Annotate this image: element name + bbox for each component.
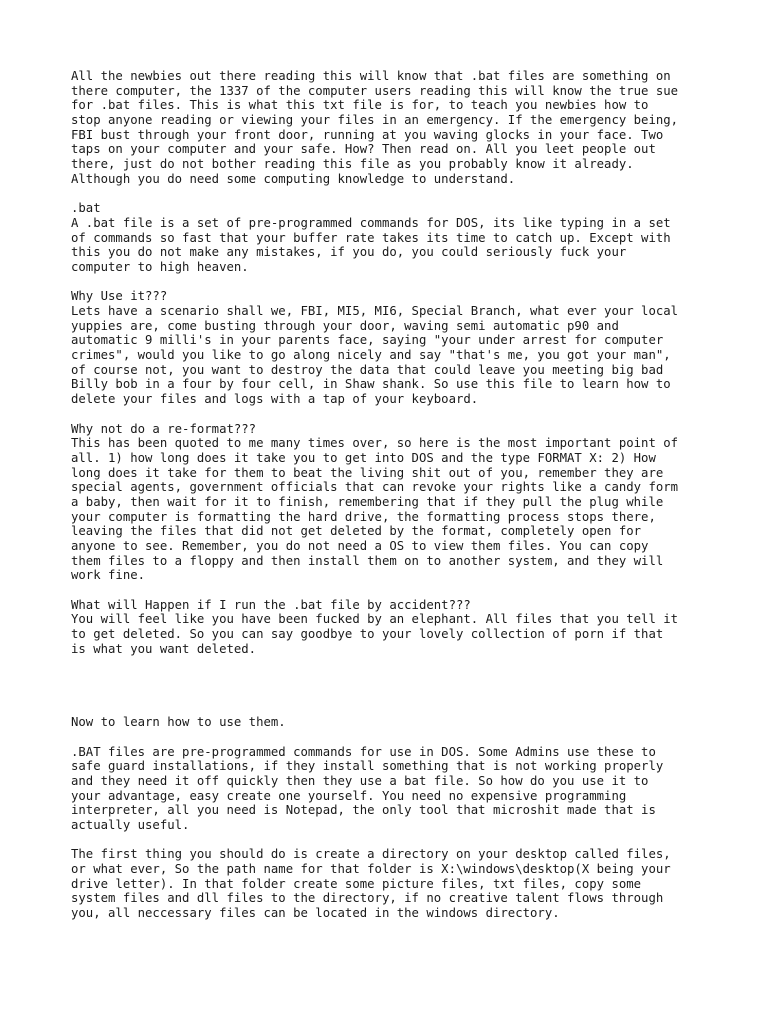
text-line: Billy bob in a four by four cell, in Shaw shank. So use this file to learn how to <box>71 377 671 392</box>
section-heading: Why Use it??? <box>71 289 168 304</box>
text-line: actually useful. <box>71 818 190 832</box>
text-line: you, all neccessary files can be located in the windows directory. <box>71 906 560 921</box>
paragraph-intro <box>71 69 751 187</box>
section-heading: What will Happen if I run the .bat file by accident??? <box>71 597 471 612</box>
text-line: them files to a floppy and then install them on to another system, and they will <box>71 553 664 568</box>
text-line: Although you do need some computing knowledge to understand. <box>71 171 516 186</box>
text-line: This has been quoted to me many times over, so here is the most important point of <box>71 436 679 451</box>
document-page <box>71 69 751 936</box>
text-line: long does it take for them to beat the living shit out of you, remember they are <box>71 465 664 480</box>
text-line: or what ever, So the path name for that folder is X:\windows\desktop(X being your <box>71 862 671 877</box>
text-line: yuppies are, come busting through your door, waving semi automatic p90 and <box>71 318 619 333</box>
text-line: safe guard installations, if they install something that is not working properly <box>71 759 664 774</box>
paragraph-bat-usage <box>71 745 751 833</box>
text-line: all. 1) how long does it take you to get into DOS and the type FORMAT X: 2) How <box>71 450 656 465</box>
text-line: your advantage, easy create one yourself. You need no expensive programming <box>71 788 627 803</box>
text-line: system files and dll files to the directory, if no creative talent flows through <box>71 891 664 906</box>
text-line: special agents, government officials that can revoke your rights like a candy form <box>71 480 679 495</box>
section-heading: Why not do a re-format??? <box>71 421 257 436</box>
text-line: The first thing you should do is create a directory on your desktop called files, <box>71 847 671 862</box>
text-line: is what you want deleted. <box>71 641 257 656</box>
text-line: of commands so fast that your buffer rate takes its time to catch up. Except with <box>71 230 671 245</box>
paragraph-learn-heading <box>71 715 751 730</box>
paragraph-first-step <box>71 847 751 920</box>
section-heading: Now to learn how to use them. <box>71 715 286 730</box>
text-line: computer to high heaven. <box>71 259 249 274</box>
section-heading: .bat <box>71 201 101 216</box>
text-line: taps on your computer and your safe. How? Then read on. All you leet people out <box>71 142 656 157</box>
text-line: stop anyone reading or viewing your files in an emergency. If the emergency being, <box>71 113 679 128</box>
text-line: Lets have a scenario shall we, FBI, MI5, MI6, Special Branch, what ever your local <box>71 304 679 318</box>
text-line: A .bat file is a set of pre-programmed commands for DOS, its like typing in a set <box>71 215 671 230</box>
spacer <box>71 671 751 715</box>
text-line: there computer, the 1337 of the computer users reading this will know the true sue <box>71 83 679 98</box>
text-line: a baby, then wait for it to finish, remembering that if they pull the plug while <box>71 494 664 509</box>
text-line: automatic 9 milli's in your parents face, saying "your under arrest for computer <box>71 333 664 348</box>
paragraph-accident <box>71 598 751 657</box>
text-line: crimes", would you like to go along nicely and say "that's me, you got your man", <box>71 348 671 363</box>
text-line: delete your files and logs with a tap of your keyboard. <box>71 392 479 407</box>
text-line: work fine. <box>71 568 146 583</box>
text-line: of course not, you want to destroy the data that could leave you meeting big bad <box>71 362 664 377</box>
text-line: .BAT files are pre-programmed commands for use in DOS. Some Admins use these to <box>71 744 656 759</box>
text-line: anyone to see. Remember, you do not need a OS to view them files. You can copy <box>71 539 649 553</box>
text-line: this you do not make any mistakes, if you do, you could seriously fuck your <box>71 245 627 260</box>
text-line: there, just do not bother reading this file as you probably know it already. <box>71 157 634 172</box>
text-line: You will feel like you have been fucked by an elephant. All files that you tell it <box>71 612 679 627</box>
paragraph-why-use-it <box>71 289 751 407</box>
text-line: and they need it off quickly then they use a bat file. So how do you use it to <box>71 773 649 788</box>
paragraph-bat-definition <box>71 201 751 274</box>
paragraph-why-not-reformat <box>71 422 751 584</box>
text-line: interpreter, all you need is Notepad, the only tool that microshit made that is <box>71 803 656 818</box>
text-line: leaving the files that did not get deleted by the format, completely open for <box>71 524 642 539</box>
text-line: drive letter). In that folder create some picture files, txt files, copy some <box>71 876 642 891</box>
text-line: for .bat files. This is what this txt file is for, to teach you newbies how to <box>71 98 649 113</box>
text-line: FBI bust through your front door, running at you waving glocks in your face. Two <box>71 127 664 142</box>
text-line: All the newbies out there reading this will know that .bat files are something on <box>71 69 671 83</box>
text-line: your computer is formatting the hard drive, the formatting process stops there, <box>71 509 656 524</box>
text-line: to get deleted. So you can say goodbye to your lovely collection of porn if that <box>71 627 664 642</box>
